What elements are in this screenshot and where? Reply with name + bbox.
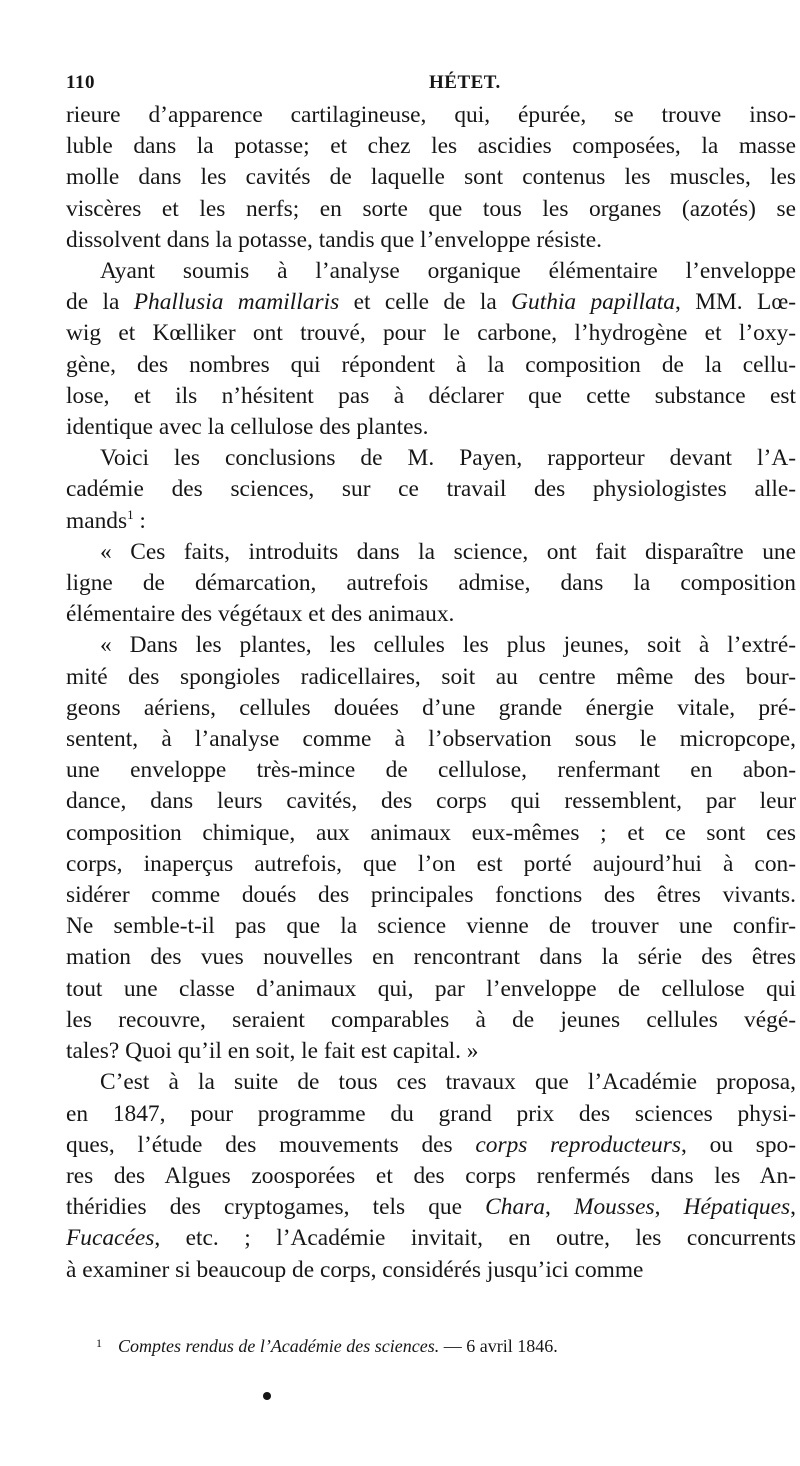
text-line [66, 724, 796, 755]
text-line [66, 630, 796, 661]
text-line [66, 412, 796, 443]
text-line [66, 1192, 796, 1223]
text-line [66, 443, 796, 474]
text-run: viscères et les nerfs; en sorte que tous les organes (azotés) se [66, 195, 796, 222]
printer-dot [263, 1392, 271, 1400]
text-run: mands [66, 507, 128, 534]
text-line [66, 942, 796, 973]
text-run: dance, dans leurs cavités, des corps qui ressemblent, par leur [66, 788, 796, 815]
text-line [66, 1099, 796, 1130]
italic-run: corps reproducteurs [475, 1131, 681, 1158]
text-line [66, 818, 796, 849]
text-run: , [790, 1194, 796, 1221]
footnote [96, 1336, 756, 1357]
text-run: corps, inaperçus autrefois, que l’on est porté aujourd’hui à con- [66, 850, 796, 877]
text-line [66, 1130, 796, 1161]
text-line [66, 974, 796, 1005]
text-run: les recouvre, seraient comparables à de jeunes cellules végé- [66, 1006, 796, 1033]
footnote-mark: 1 [96, 1336, 102, 1350]
text-run: Ne semble-t-il pas que la science vienne de trouver une confir- [66, 913, 796, 940]
text-line [66, 256, 796, 287]
text-run: tales? Quoi qu’il en soit, le fait est capital. » [66, 1038, 479, 1065]
text-line [66, 350, 796, 381]
text-run: , etc. ; l’Académie invitait, en outre, les concurrents [154, 1225, 796, 1252]
footnote-ref: 1 [127, 506, 134, 522]
text-run: à examiner si beaucoup de corps, considérés jusqu’ici comme [66, 1256, 644, 1283]
text-line [66, 131, 796, 162]
text-run: , MM. Lœ- [674, 289, 797, 316]
text-run: , ou spo- [680, 1131, 797, 1158]
text-run: : [133, 507, 146, 534]
text-run: C’est à la suite de tous ces travaux que l’Académie proposa, [100, 1069, 796, 1096]
text-run: lose, et ils n’hésitent pas à déclarer que cette substance est [66, 382, 796, 409]
text-line [66, 1223, 796, 1254]
text-line [66, 849, 796, 880]
text-line [66, 1161, 796, 1192]
text-run: « Ces faits, introduits dans la science, ont fait disparaître une [100, 538, 796, 565]
text-line [66, 1005, 796, 1036]
text-run: , [654, 1194, 684, 1221]
text-line [66, 1036, 796, 1067]
text-run: de la [66, 289, 134, 316]
text-run: sentent, à l’analyse comme à l’observation sous le micropcope, [66, 726, 796, 753]
text-line [66, 568, 796, 599]
text-run: res des Algues zoosporées et des corps renfermés dans les An- [66, 1162, 796, 1189]
italic-run: Mousses [573, 1194, 655, 1221]
text-line [66, 162, 796, 193]
italic-run: Chara [485, 1194, 545, 1221]
text-line [66, 225, 796, 256]
page-number: 110 [66, 72, 95, 93]
italic-run: Hépatiques [683, 1194, 791, 1221]
text-line [66, 880, 796, 911]
text-line [66, 786, 796, 817]
text-run: Voici les conclusions de M. Payen, rapporteur devant l’A- [100, 445, 796, 472]
text-run: sidérer comme doués des principales fonctions des êtres vivants. [66, 882, 796, 909]
text-line [66, 1067, 796, 1098]
text-run: molle dans les cavités de laquelle sont contenus les muscles, les [66, 164, 796, 191]
text-run: gène, des nombres qui répondent à la composition de la cellu- [66, 351, 796, 378]
text-run: luble dans la potasse; et chez les ascidies composées, la masse [66, 133, 796, 160]
text-line [66, 911, 796, 942]
italic-run: Phallusia mamillaris [133, 289, 340, 316]
text-run: Ayant soumis à l’analyse organique élémentaire l’enveloppe [100, 258, 796, 285]
text-line [66, 693, 796, 724]
text-line [66, 599, 796, 630]
text-line [66, 318, 796, 349]
text-run: élémentaire des végétaux et des animaux. [66, 601, 455, 628]
running-title: HÉTET. [429, 72, 501, 93]
text-line [66, 381, 796, 412]
text-line [66, 474, 796, 505]
text-run: cadémie des sciences, sur ce travail des physiologistes alle- [66, 476, 796, 503]
text-line [66, 662, 796, 693]
body-text [66, 100, 796, 1286]
text-run: , [544, 1194, 574, 1221]
text-line [66, 755, 796, 786]
footnote-source: Comptes rendus de l’Académie des sciences. [118, 1336, 440, 1356]
text-line [66, 100, 796, 131]
text-line [66, 194, 796, 225]
text-run: wig et Kœlliker ont trouvé, pour le carbone, l’hydrogène et l’oxy- [66, 320, 796, 347]
text-run: théridies des cryptogames, tels que [66, 1194, 486, 1221]
text-run: mité des spongioles radicellaires, soit au centre même des bour- [66, 663, 796, 690]
italic-run: Guthia papillata [511, 289, 675, 316]
text-line [66, 506, 796, 537]
text-run: ligne de démarcation, autrefois admise, dans la composition [66, 570, 796, 597]
text-run: une enveloppe très-mince de cellulose, renfermant en abon- [66, 757, 796, 784]
text-run: geons aériens, cellules douées d’une grande énergie vitale, pré- [66, 694, 796, 721]
text-run: en 1847, pour programme du grand prix des sciences physi- [66, 1100, 796, 1127]
text-line [66, 537, 796, 568]
text-run: et celle de la [339, 289, 512, 316]
text-line [66, 287, 796, 318]
text-run: rieure d’apparence cartilagineuse, qui, épurée, se trouve inso- [66, 102, 796, 128]
running-header [66, 72, 780, 98]
text-run: ques, l’étude des mouvements des [66, 1131, 476, 1158]
footnote-date: — 6 avril 1846. [439, 1336, 558, 1356]
italic-run: Fucacées [66, 1225, 155, 1252]
text-run: tout une classe d’animaux qui, par l’enveloppe de cellulose qui [66, 975, 796, 1002]
text-run: dissolvent dans la potasse, tandis que l’enveloppe résiste. [66, 226, 602, 253]
text-run: identique avec la cellulose des plantes. [66, 414, 429, 441]
text-run: composition chimique, aux animaux eux-mêmes ; et ce sont ces [66, 819, 796, 846]
text-run: mation des vues nouvelles en rencontrant dans la série des êtres [66, 944, 796, 971]
text-line [66, 1255, 796, 1286]
text-run: « Dans les plantes, les cellules les plus jeunes, soit à l’extré- [100, 632, 796, 659]
